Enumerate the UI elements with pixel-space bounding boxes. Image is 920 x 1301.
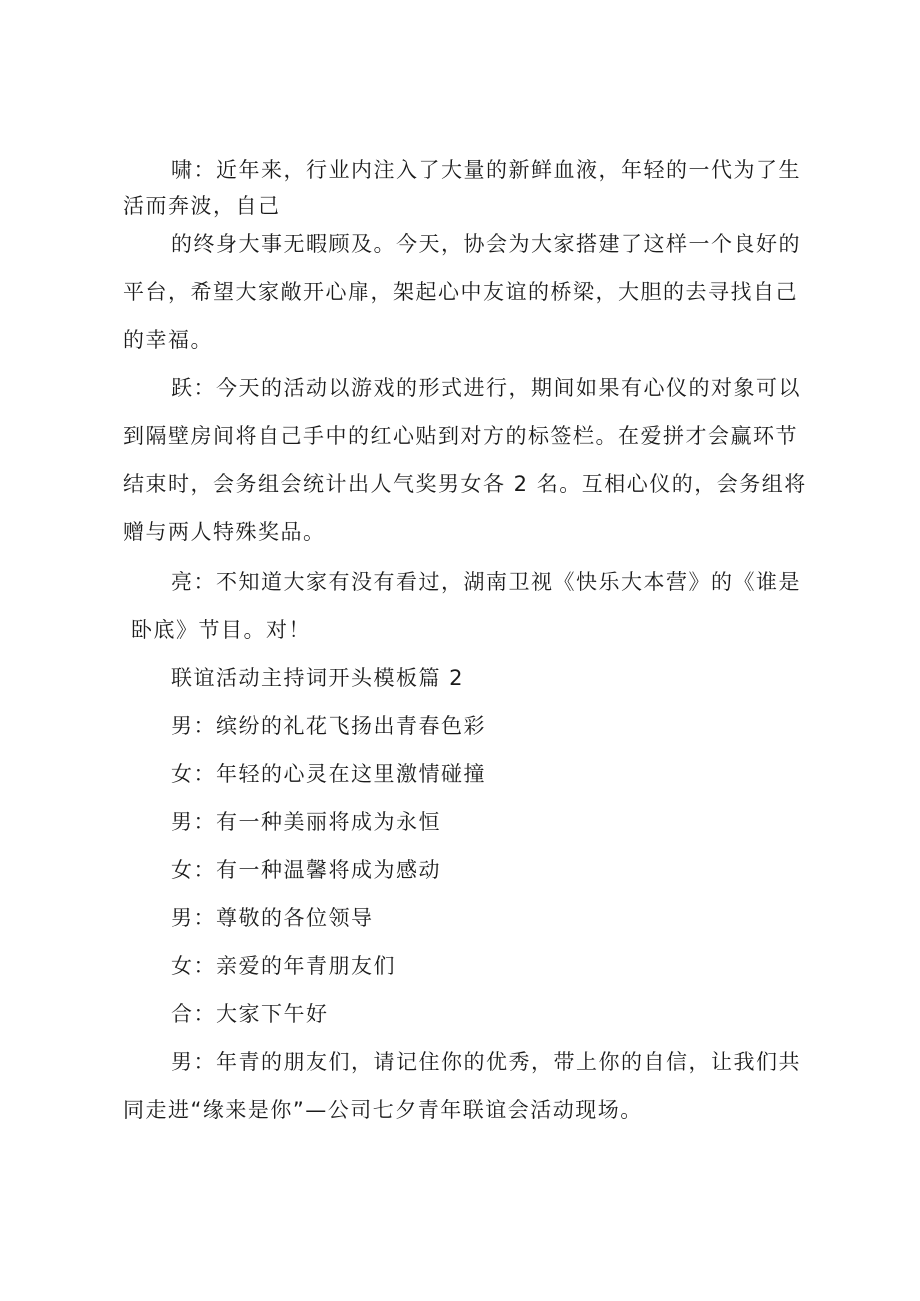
paragraph-xiao-intro (123, 146, 823, 230)
text-line: 平台，希望大家敞开心扉，架起心中友谊的桥梁，大胆的去寻找自己 (123, 280, 798, 304)
dialogue-line (123, 798, 823, 846)
text-line: 男：有一种美丽将成为永恒 (171, 810, 441, 834)
section-heading (123, 654, 823, 702)
text-line: 啸：近年来，行业内注入了大量的新鲜血液，年轻的一代为了生 (171, 158, 801, 182)
text-line: 合：大家下午好 (171, 1002, 329, 1026)
dialogue-line (123, 990, 823, 1038)
text-line: 女：年轻的心灵在这里激情碰撞 (171, 762, 486, 786)
text-line: 的幸福。 (123, 328, 213, 352)
heading-text: 联谊活动主持词开头模板篇 2 (171, 666, 465, 690)
paragraph-yue (123, 364, 823, 556)
text-line: 结束时，会务组会统计出人气奖男女各 2 名。互相心仪的，会务组将 (123, 472, 807, 496)
text-line: 活而奔波，自己 (123, 194, 281, 218)
text-line: 到隔壁房间将自己手中的红心贴到对方的标签栏。在爱拼才会赢环节 (123, 424, 798, 448)
text-line: 男：缤纷的礼花飞扬出青春色彩 (171, 714, 486, 738)
paragraph-closing (123, 1038, 823, 1134)
dialogue-line (123, 894, 823, 942)
dialogue-line (123, 750, 823, 798)
dialogue-line (123, 702, 823, 750)
text-line: 卧底》节目。对！ (131, 618, 311, 642)
text-line: 跃：今天的活动以游戏的形式进行，期间如果有心仪的对象可以 (171, 376, 801, 400)
text-line: 赠与两人特殊奖品。 (123, 520, 326, 544)
text-line: 男：尊敬的各位领导 (171, 906, 374, 930)
paragraph-continuation (123, 220, 823, 364)
text-line: 亮：不知道大家有没有看过，湖南卫视《快乐大本营》的《谁是 (171, 570, 801, 594)
dialogue-line (123, 942, 823, 990)
text-line: 男：年青的朋友们，请记住你的优秀，带上你的自信，让我们共 (171, 1050, 801, 1074)
text-line: 同走进“缘来是你”—公司七夕青年联谊会活动现场。 (123, 1098, 643, 1122)
text-line: 女：有一种温馨将成为感动 (171, 858, 441, 882)
paragraph-liang (123, 558, 823, 654)
text-line: 的终身大事无暇顾及。今天，协会为大家搭建了这样一个良好的 (171, 232, 801, 256)
text-line: 女：亲爱的年青朋友们 (171, 954, 396, 978)
dialogue-line (123, 846, 823, 894)
